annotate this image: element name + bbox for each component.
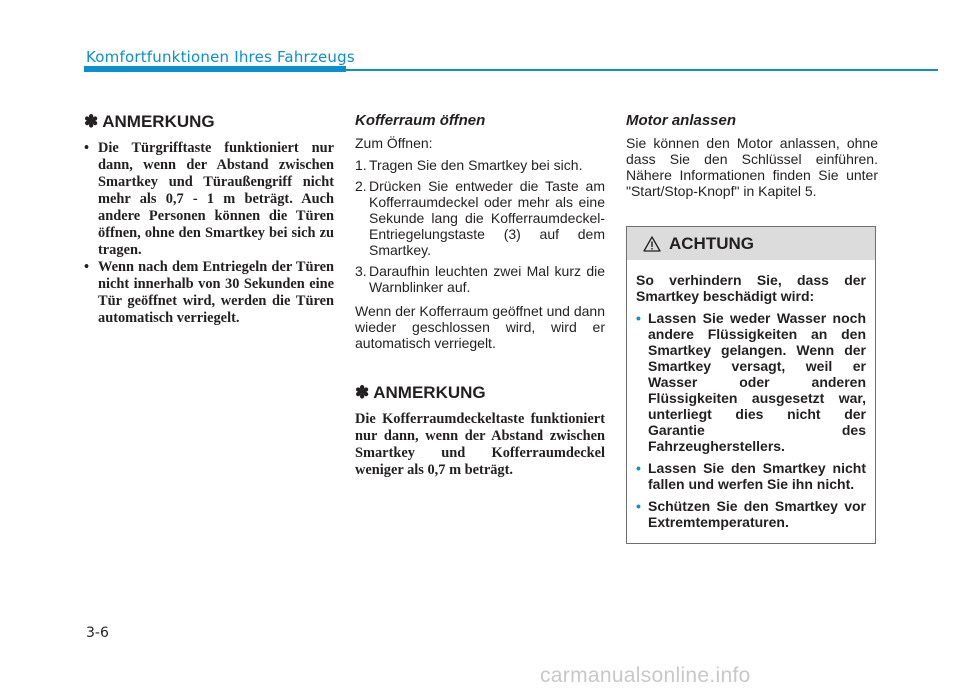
warning-box — [626, 226, 876, 544]
step-number: 1. — [355, 157, 367, 173]
column-right — [626, 108, 878, 205]
warning-list — [636, 310, 866, 530]
note-text: Die Kofferraumdeckeltaste funktioniert nur dann, wenn der Abstand zwischen Smartkey und Kofferraumdeckel weniger als 0,7 m beträgt. — [355, 411, 605, 478]
after-text: Wenn der Kofferraum geöffnet und dann wieder geschlossen wird, wird er automatisch verriegelt. — [355, 303, 605, 351]
motor-text: Sie können den Motor anlassen, ohne dass Sie den Schlüssel einführen. Nähere Informationen finden Sie unter "Start/Stop-Knopf" in Kapitel 5. — [626, 135, 878, 199]
star-cross-icon: ✽ — [84, 112, 99, 131]
column-left — [84, 108, 334, 327]
note-bullet: • Wenn nach dem Entriegeln der Türen nicht innerhalb von 30 Sekunden eine Tür geöffnet wird, werden die Türen automatisch verriegelt. — [84, 259, 334, 327]
section-header-title: Komfortfunktionen Ihres Fahrzeugs — [86, 48, 355, 66]
watermark: carmanualsonline.info — [540, 664, 751, 687]
star-cross-icon: ✽ — [355, 383, 370, 402]
warning-item: • Lassen Sie weder Wasser noch andere Flüssigkeiten an den Smartkey gelangen. Wenn der Smartkey versagt, weil er Wasser oder anderen Flüssigkeiten ausgesetzt war, unterliegt dies nicht der Garantie des Fahrzeugherstellers. — [636, 310, 866, 454]
header-bar-thick — [84, 66, 346, 72]
step-text: Drücken Sie entweder die Taste am Kofferraumdeckel oder mehr als eine Sekunde lang die Kofferraumdeckel-Entriegelungstaste (3) auf dem Smartkey. — [369, 178, 605, 258]
step-text: Daraufhin leuchten zwei Mal kurz die Warnblinker auf. — [369, 263, 605, 295]
warning-item: • Lassen Sie den Smartkey nicht fallen und werfen Sie ihn nicht. — [636, 460, 866, 492]
warning-header — [627, 227, 875, 260]
warning-intro: So verhindern Sie, dass der Smartkey beschädigt wird: — [636, 272, 866, 304]
step-item — [355, 157, 605, 173]
note-heading-label: ANMERKUNG — [373, 383, 486, 402]
header-bar-thin — [346, 69, 938, 71]
page-number: 3-6 — [86, 625, 109, 641]
intro-text: Zum Öffnen: — [355, 135, 433, 151]
note-bullet-list — [84, 140, 334, 327]
warning-body — [627, 260, 875, 530]
note-heading — [84, 112, 334, 132]
section-title-kofferraum: Kofferraum öffnen — [355, 112, 486, 129]
step-text: Tragen Sie den Smartkey bei sich. — [369, 157, 583, 173]
note-bullet: • Die Türgrifftaste funktioniert nur dann, wenn der Abstand zwischen Smartkey und Türaußengriff nicht mehr als 0,7 - 1 m beträgt. Auch andere Personen können die Türen öffnen, ohne den Smartkey bei sich zu tragen. — [84, 140, 334, 259]
step-item — [355, 178, 605, 258]
step-item — [355, 263, 605, 295]
warning-title: ACHTUNG — [669, 233, 754, 253]
warning-triangle-icon — [643, 236, 661, 252]
column-middle — [355, 108, 605, 479]
step-number: 3. — [355, 263, 367, 279]
note-heading-label: ANMERKUNG — [102, 112, 215, 131]
note-heading — [355, 383, 605, 403]
section-title-motor: Motor anlassen — [626, 112, 737, 129]
step-number: 2. — [355, 178, 367, 194]
steps-list — [355, 157, 605, 295]
warning-item: • Schützen Sie den Smartkey vor Extremtemperaturen. — [636, 498, 866, 530]
